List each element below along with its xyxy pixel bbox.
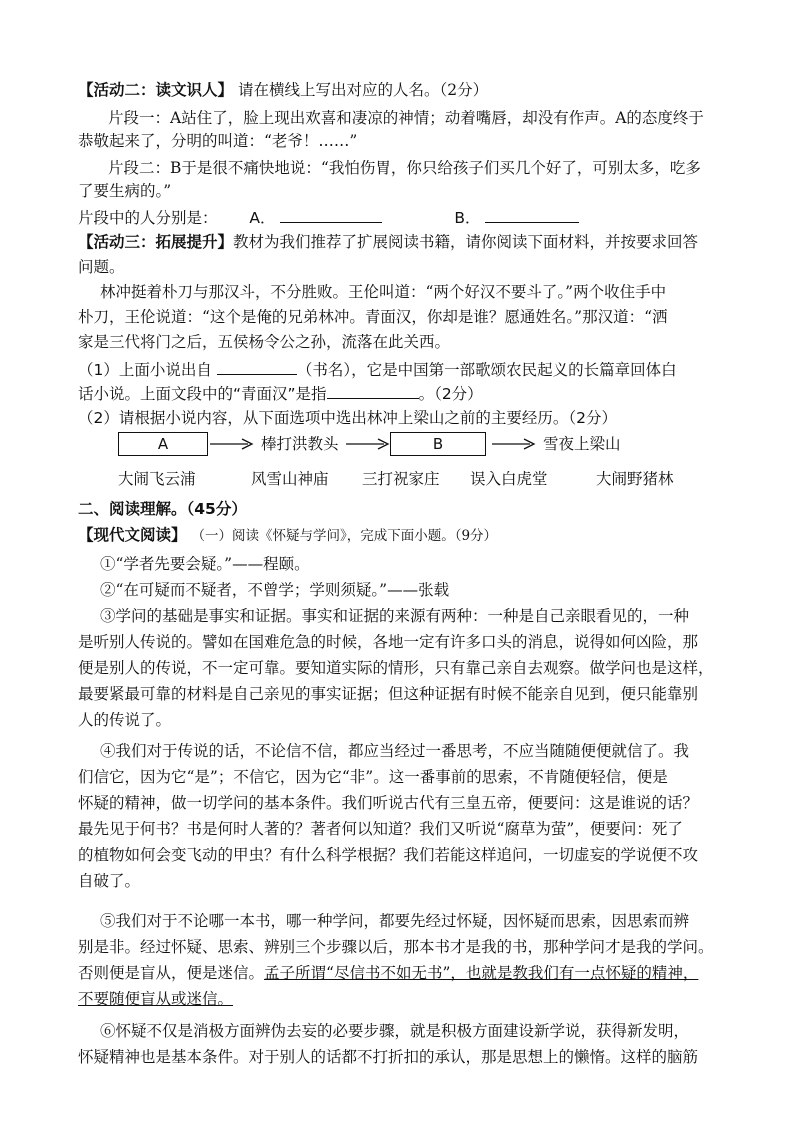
activity2-instruction: 请在横线上写出对应的人名。（2分）: [237, 81, 489, 99]
question2: （2）请根据小说内容，从下面选项中选出林冲上梁山之前的主要经历。（2分）: [78, 409, 617, 427]
q1-line2-part2: 。（2分）: [418, 385, 483, 403]
passage-line2: 朴刀，王伦说道：“这个是俺的兄弟林冲。青面汉，你却是谁？愿通姓名。”那汉道：“洒: [78, 308, 668, 326]
option-3[interactable]: 三打祝家庄: [362, 470, 440, 488]
paragraph-4-line: 的植物如何会变飞动的甲虫？有什么科学根据？我们若能这样追问，一切虚妄的学说便不攻: [78, 846, 699, 864]
flow-step2: 棒打洪教头: [261, 435, 339, 453]
option-5[interactable]: 大闹野猪林: [596, 470, 674, 488]
paragraph-5-line2: 别是非。经过怀疑、思索、辨别三个步骤以后，那本书才是我的书，那种学问才是我的学问。: [78, 938, 714, 956]
modern-heading: 【现代文阅读】: [78, 526, 187, 544]
option-4[interactable]: 误入白虎堂: [470, 470, 548, 488]
fragment1-line1: 片段一：A站住了，脸上现出欢喜和凄凉的神情；动着嘴唇，却没有作声。A的态度终于: [108, 109, 704, 127]
flow-box-a[interactable]: A: [118, 432, 208, 456]
passage-line1: 林冲挺着朴刀与那汉斗，不分胜败。王伦叫道：“两个好汉不要斗了。”两个收住手中: [100, 283, 667, 301]
p5-plain: 否则便是盲从，便是迷信。: [78, 964, 265, 982]
paragraph-3-line: 是听别人传说的。譬如在国难危急的时候，各地一定有许多口头的消息，说得如何凶险，那: [78, 633, 699, 651]
activity3-heading: 【活动三：拓展提升】: [78, 233, 234, 251]
blank-person-name[interactable]: [327, 382, 419, 399]
q1-part2: （书名），它是中国第一部歌颂农民起义的长篇章回体白: [296, 361, 677, 379]
activity3-intro-line2: 问题。: [78, 258, 125, 276]
arrow-right-icon: [490, 436, 538, 452]
fragment1-line2: 恭敬起来了，分明的叫道：“老爷！……”: [78, 132, 358, 150]
question1-line1: [78, 358, 677, 381]
flow-step4: 雪夜上梁山: [543, 435, 621, 453]
question1-line2: [78, 382, 483, 405]
activity2-heading: 【活动二：读文识人】: [78, 81, 234, 99]
paragraph-4-line: 怀疑的精神，做一切学问的基本条件。我们听说古代有三皇五帝，便要问：这是谁说的话？: [78, 794, 699, 812]
fragment2-line2: 了要生病的。”: [78, 182, 172, 200]
modern-reading-line: [78, 524, 497, 547]
blank-b[interactable]: [485, 206, 579, 223]
answer-line: [78, 206, 579, 229]
passage-line3: 家是三代将门之后，五侯杨令公之孙，流落在此关西。: [78, 333, 451, 351]
q1-line2-part1: 话小说。上面文段中的“青面汉”是指: [78, 385, 327, 403]
blank-book-name[interactable]: [217, 358, 297, 375]
blank-a[interactable]: [280, 206, 382, 223]
flow-box-b[interactable]: B: [390, 432, 486, 456]
paragraph-2: ②“在可疑而不疑者，不曾学；学则须疑。”——张载: [100, 581, 450, 599]
paragraph-4-line: 们信它，因为它“是”；不信它，因为它“非”。这一番事前的思索，不肯随便轻信，便是: [78, 768, 668, 786]
activity3-intro: 教材为我们推荐了扩展阅读书籍，请你阅读下面材料，并按要求回答: [233, 233, 699, 251]
paragraph-1: ①“学者先要会疑。”——程颐。: [100, 555, 310, 573]
label-b: B．: [454, 209, 481, 227]
q1-part1: （1）上面小说出自: [78, 361, 212, 379]
paragraph-5-line4: 不要随便盲从或迷信。: [78, 990, 234, 1008]
paragraph-4-line: 最先见于何书？书是何时人著的？著者何以知道？我们又听说“腐草为萤”，便要问：死了: [78, 820, 683, 838]
paragraph-3-line: 人的传说了。: [78, 711, 172, 729]
modern-instruction: （一）阅读《怀疑与学问》，完成下面小题。（9分）: [191, 528, 498, 544]
option-2[interactable]: 风雪山神庙: [251, 470, 329, 488]
section2-heading: 二、阅读理解。（45分）: [78, 500, 247, 518]
paragraph-4-line: ④我们对于传说的话，不论信不信，都应当经过一番思考，不应当随随便便就信了。我: [100, 742, 690, 760]
paragraph-3-line: 最要紧最可靠的材料是自己亲见的事实证据；但这种证据有时候不能亲自见到，便只能靠别: [78, 685, 699, 703]
option-1[interactable]: 大闹飞云浦: [118, 470, 196, 488]
paragraph-3-line: ③学问的基础是事实和证据。事实和证据的来源有两种：一种是自己亲眼看见的，一种: [100, 607, 690, 625]
p5-underlined-sentence: 孟子所谓“尽信书不如无书”，也就是教我们有一点怀疑的精神，: [264, 964, 699, 982]
label-a: A．: [249, 209, 276, 227]
activity3-line: [78, 231, 698, 253]
paragraph-6-line1: ⑥怀疑不仅是消极方面辨伪去妄的必要步骤，就是积极方面建设新学说，获得新发明，: [100, 1022, 690, 1040]
arrow-right-icon: [344, 436, 392, 452]
paragraph-4-line: 自破了。: [78, 872, 141, 890]
fragment2-line1: 片段二：B于是很不痛快地说：“我怕伤胃，你只给孩子们买几个好了，可别太多，吃多: [108, 159, 701, 177]
paragraph-5-line3: [78, 962, 698, 984]
paragraph-3-line: 便是别人的传说，不一定可靠。要知道实际的情形，只有靠己亲自去观察。做学问也是这样，: [78, 659, 714, 677]
activity2-line: [78, 79, 488, 101]
paragraph-6-line2: 怀疑精神也是基本条件。对于别人的话都不打折扣的承认，那是思想上的懒惰。这样的脑筋: [78, 1048, 699, 1066]
arrow-right-icon: [208, 436, 256, 452]
paragraph-5-line1: ⑤我们对于不论哪一本书，哪一种学问，都要先经过怀疑，因怀疑而思索，因思索而辨: [100, 912, 690, 930]
answer-prefix: 片段中的人分别是：: [78, 209, 218, 227]
